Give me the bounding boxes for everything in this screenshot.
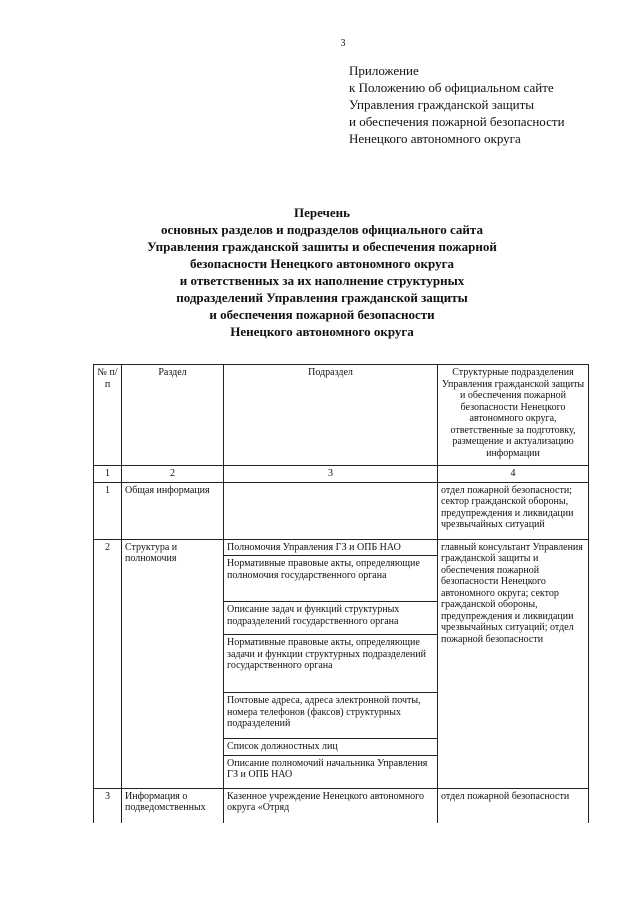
title-line: основных разделов и подразделов официального сайта	[161, 222, 483, 237]
appendix-line: Приложение	[349, 63, 419, 78]
colnum: 4	[438, 466, 589, 483]
appendix-block	[349, 62, 609, 147]
title-line: Управления гражданской зашиты и обеспечения пожарной	[147, 239, 497, 254]
table-colnum-row	[94, 466, 589, 483]
sections-table	[93, 364, 589, 823]
title-line: безопасности Ненецкого автономного округа	[190, 256, 454, 271]
page-number: 3	[340, 38, 346, 49]
header-num: № п/п	[94, 365, 122, 466]
row-subsection: Казенное учреждение Ненецкого автономного округа «Отряд	[224, 788, 438, 823]
row-responsible: главный консультант Управления гражданской защиты и обеспечения пожарной безопасности Ненецкого автономного округа; сектор гражданской обороны, предупреждения и ликвидации чрезвычайных ситуаций; отдел пожарной безопасности	[438, 539, 589, 788]
title-line: Перечень	[293, 205, 351, 220]
table-row	[94, 482, 589, 539]
title-line: и обеспечения пожарной безопасности	[209, 307, 435, 322]
colnum: 2	[122, 466, 224, 483]
appendix-line: Ненецкого автономного округа	[349, 131, 521, 146]
appendix-line: и обеспечения пожарной безопасности	[349, 114, 565, 129]
row-num: 3	[94, 788, 122, 823]
table-header-row	[94, 365, 589, 466]
row-responsible: отдел пожарной безопасности; сектор гражданской обороны, предупреждения и ликвидации чрезвычайных ситуаций	[438, 482, 589, 539]
row-subsection: Описание задач и функций структурных подразделений государственного органа	[224, 602, 438, 635]
row-subsection	[224, 482, 438, 539]
header-subsection: Подраздел	[224, 365, 438, 466]
row-subsection: Почтовые адреса, адреса электронной почты, номера телефонов (факсов) структурных подразделений	[224, 693, 438, 739]
row-section: Общая информация	[122, 482, 224, 539]
row-section: Структура и полномочия	[122, 539, 224, 788]
colnum: 3	[224, 466, 438, 483]
appendix-line: к Положению об официальном сайте	[349, 80, 554, 95]
row-num: 1	[94, 482, 122, 539]
row-responsible: отдел пожарной безопасности	[438, 788, 589, 823]
colnum: 1	[94, 466, 122, 483]
row-section: Информация о подведомственных	[122, 788, 224, 823]
row-subsection: Список должностных лиц	[224, 739, 438, 756]
table-row	[94, 539, 589, 556]
title-line: и ответственных за их наполнение структурных	[179, 273, 465, 288]
document-title	[0, 204, 640, 340]
row-subsection: Нормативные правовые акты, определяющие задачи и функции структурных подразделений государственного органа	[224, 635, 438, 693]
header-responsible: Структурные подразделения Управления гражданской защиты и обеспечения пожарной безопасности Ненецкого автономного округа, ответственные за подготовку, размещение и актуализацию информации	[438, 365, 589, 466]
row-num: 2	[94, 539, 122, 788]
row-subsection: Описание полномочий начальника Управления ГЗ и ОПБ НАО	[224, 755, 438, 788]
row-subsection: Нормативные правовые акты, определяющие полномочия государственного органа	[224, 556, 438, 602]
header-section: Раздел	[122, 365, 224, 466]
table-row	[94, 788, 589, 823]
title-line: Ненецкого автономного округа	[230, 324, 414, 339]
title-line: подразделений Управления гражданской защиты	[176, 290, 468, 305]
row-subsection: Полномочия Управления ГЗ и ОПБ НАО	[224, 539, 438, 556]
appendix-line: Управления гражданской защиты	[349, 97, 535, 112]
